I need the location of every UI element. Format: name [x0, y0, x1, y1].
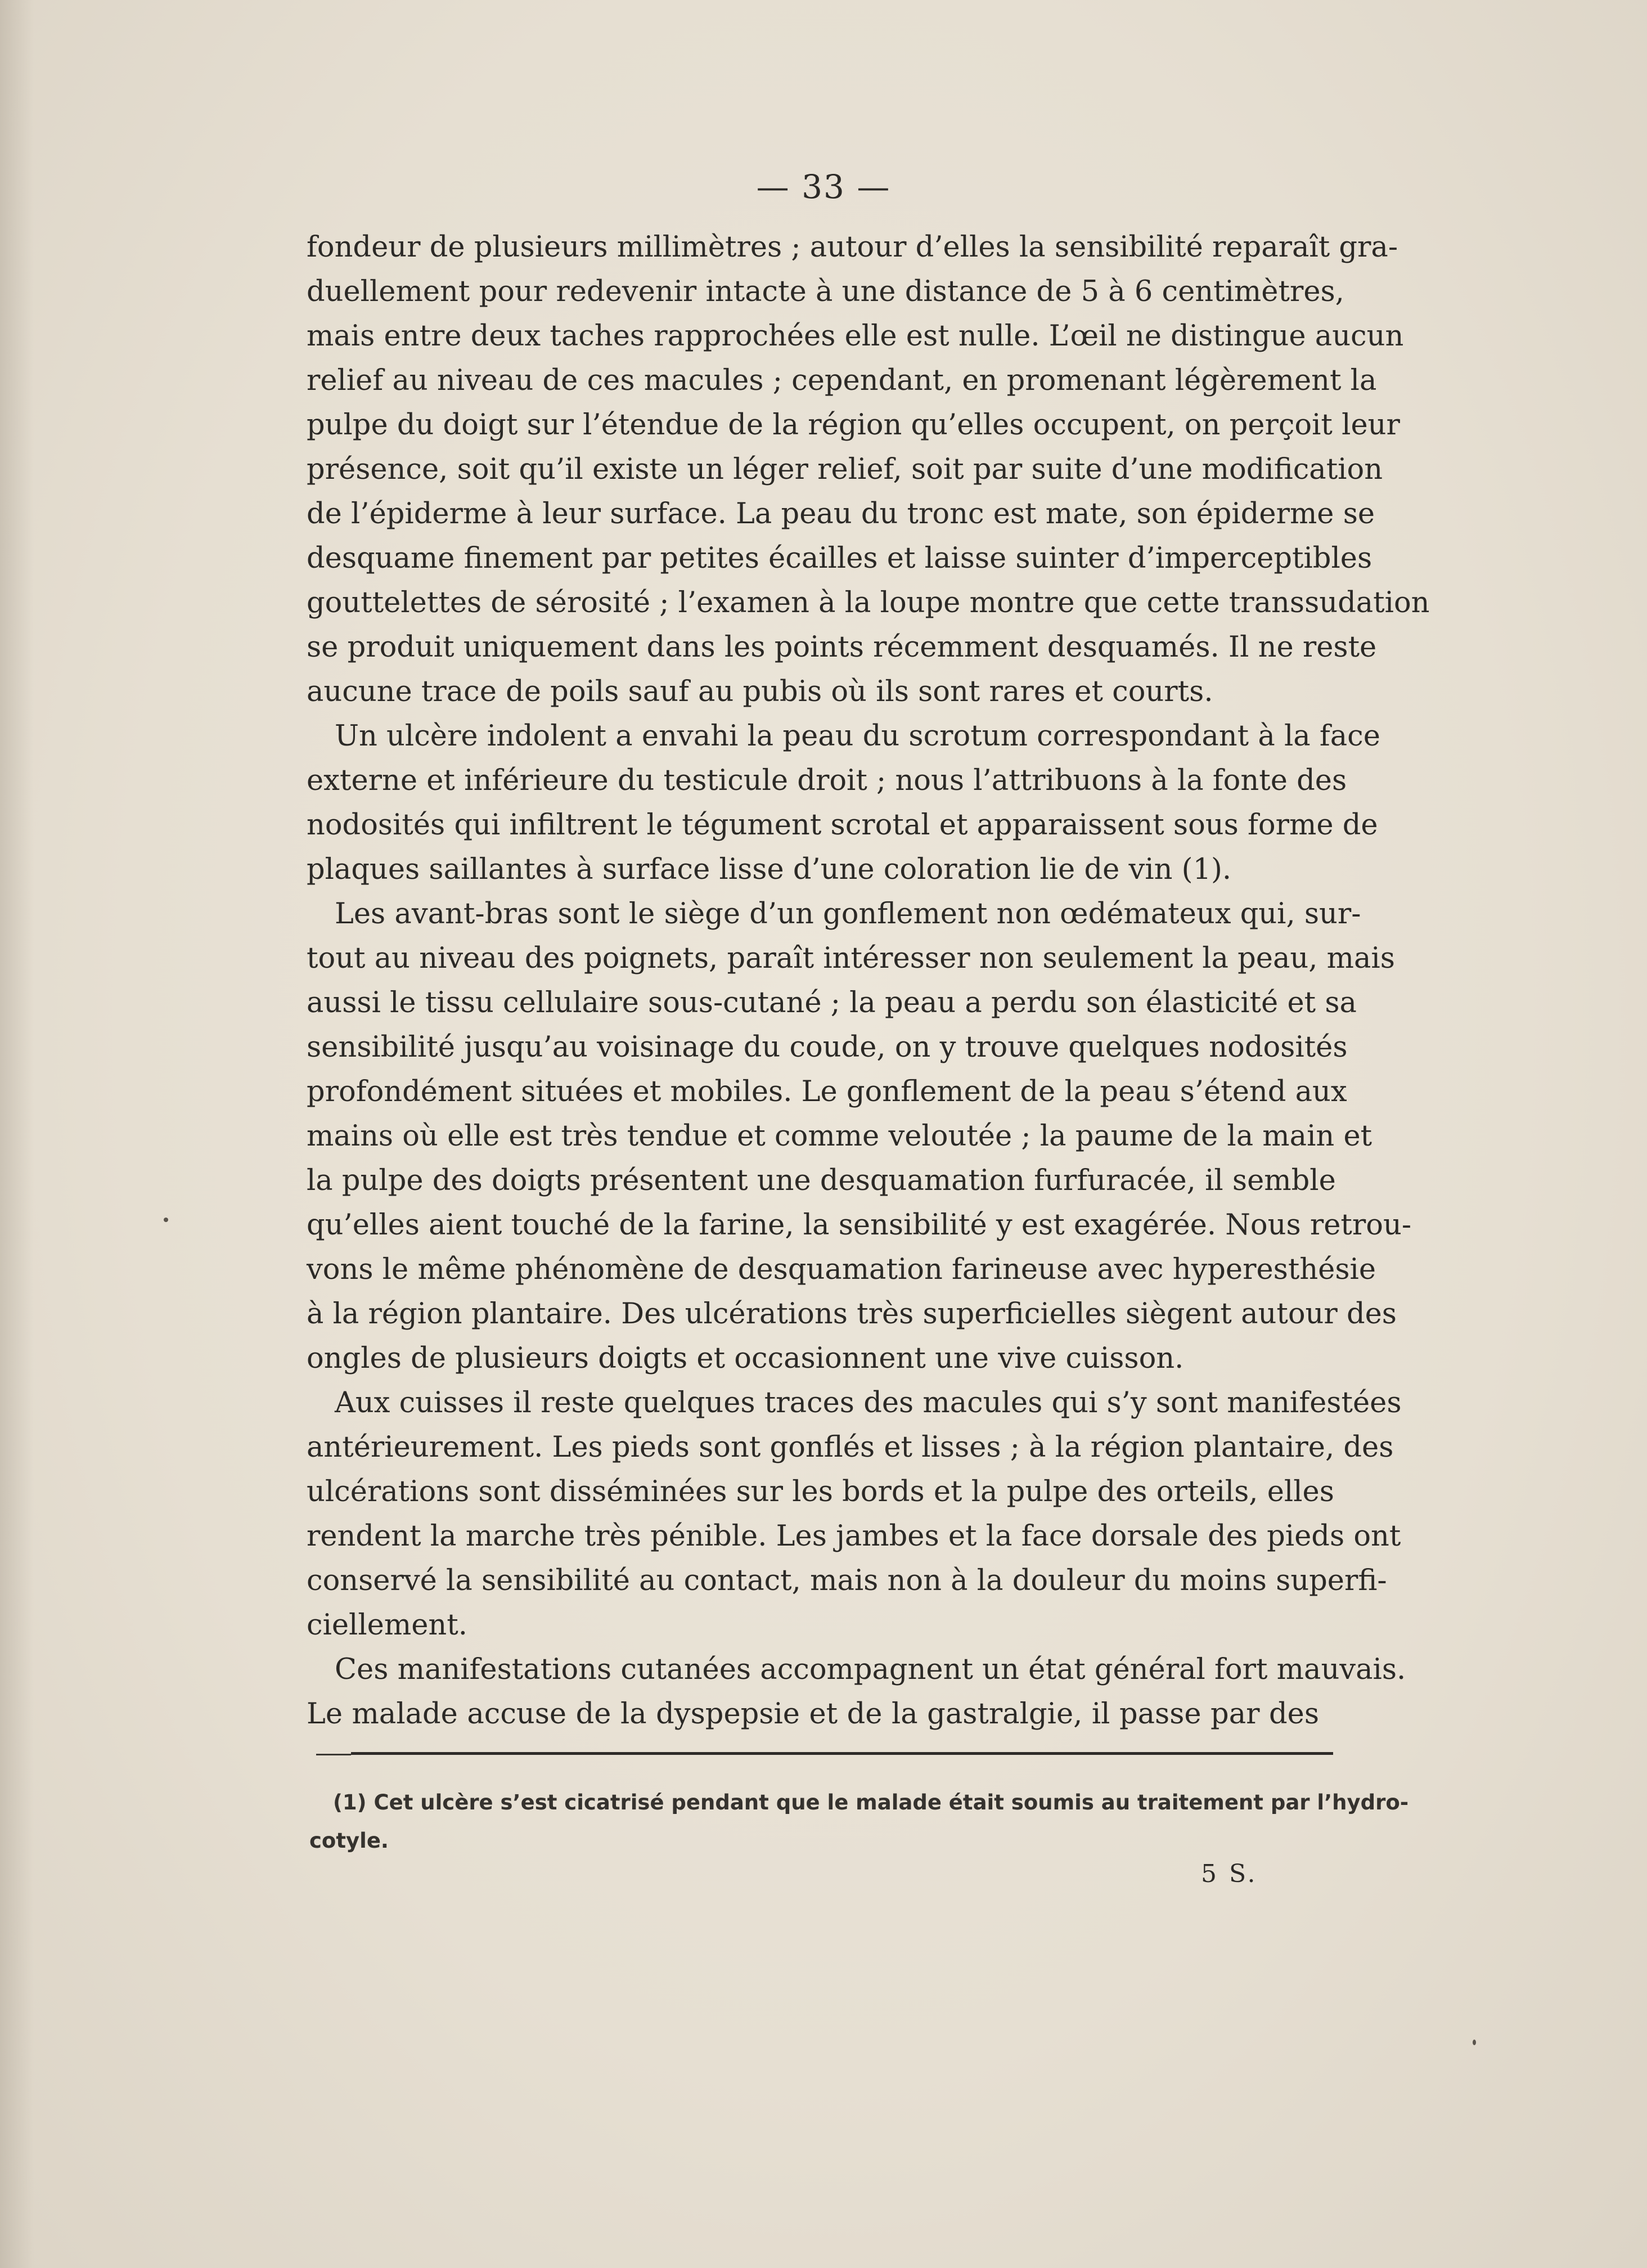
paper-speck — [164, 1218, 168, 1222]
text-line: relief au niveau de ces macules ; cependant, en promenant légèrement la — [307, 364, 1377, 397]
text-line: Le malade accuse de la dyspepsie et de la gastralgie, il passe par des — [307, 1697, 1319, 1731]
text-line: duellement pour redevenir intacte à une distance de 5 à 6 centimètres, — [307, 275, 1344, 308]
footnote — [309, 1784, 1409, 1860]
text-line: rendent la marche très pénible. Les jambes et la face dorsale des pieds ont — [307, 1520, 1401, 1553]
text-line: Un ulcère indolent a envahi la peau du scrotum correspondant à la face — [335, 720, 1380, 753]
text-line: ongles de plusieurs doigts et occasionnent une vive cuisson. — [307, 1342, 1184, 1375]
text-line: à la région plantaire. Des ulcérations très superficielles siègent autour des — [307, 1297, 1397, 1331]
footnote-line: cotyle. — [309, 1829, 389, 1853]
text-line: desquame finement par petites écailles et laisse suinter d’imperceptibles — [307, 542, 1372, 575]
signature-mark: 5 S. — [1201, 1860, 1258, 1888]
text-line: profondément situées et mobiles. Le gonflement de la peau s’étend aux — [307, 1075, 1347, 1108]
text-line: aussi le tissu cellulaire sous-cutané ; la peau a perdu son élasticité et sa — [307, 986, 1357, 1020]
text-line: qu’elles aient touché de la farine, la sensibilité y est exagérée. Nous retrou- — [307, 1209, 1412, 1242]
body-text — [307, 225, 1430, 1736]
footnote-line: (1) Cet ulcère s’est cicatrisé pendant que le malade était soumis au traitement par l’hydro- — [333, 1790, 1409, 1815]
text-line: Aux cuisses il reste quelques traces des macules qui s’y sont manifestées — [335, 1386, 1402, 1420]
footnote-rule-short — [316, 1754, 351, 1755]
text-line: Les avant-bras sont le siège d’un gonflement non œdémateux qui, sur- — [335, 897, 1361, 931]
footnote-rule — [351, 1752, 1333, 1755]
text-line: pulpe du doigt sur l’étendue de la région qu’elles occupent, on perçoit leur — [307, 408, 1400, 442]
text-line: plaques saillantes à surface lisse d’une coloration lie de vin (1). — [307, 853, 1232, 886]
page-spine-shadow — [0, 0, 34, 2268]
text-line: mais entre deux taches rapprochées elle est nulle. L’œil ne distingue aucun — [307, 320, 1404, 353]
text-line: conservé la sensibilité au contact, mais non à la douleur du moins superfi- — [307, 1564, 1387, 1597]
page-number: — 33 — — [756, 168, 891, 206]
text-line: vons le même phénomène de desquamation farineuse avec hyperesthésie — [307, 1253, 1376, 1286]
text-line: Ces manifestations cutanées accompagnent un état général fort mauvais. — [335, 1653, 1406, 1686]
text-line: aucune trace de poils sauf au pubis où ils sont rares et courts. — [307, 675, 1213, 708]
text-line: se produit uniquement dans les points récemment desquamés. Il ne reste — [307, 631, 1377, 664]
text-line: tout au niveau des poignets, paraît intéresser non seulement la peau, mais — [307, 942, 1395, 975]
text-line: mains où elle est très tendue et comme veloutée ; la paume de la main et — [307, 1120, 1372, 1153]
text-line: fondeur de plusieurs millimètres ; autour d’elles la sensibilité reparaît gra- — [307, 231, 1398, 264]
text-line: gouttelettes de sérosité ; l’examen à la loupe montre que cette transsudation — [307, 586, 1430, 619]
text-line: nodosités qui infiltrent le tégument scrotal et apparaissent sous forme de — [307, 809, 1378, 842]
text-line: externe et inférieure du testicule droit ; nous l’attribuons à la fonte des — [307, 764, 1347, 797]
text-line: ciellement. — [307, 1609, 467, 1642]
text-line: ulcérations sont disséminées sur les bords et la pulpe des orteils, elles — [307, 1475, 1334, 1508]
text-line: présence, soit qu’il existe un léger relief, soit par suite d’une modification — [307, 453, 1383, 486]
text-line: antérieurement. Les pieds sont gonflés et lisses ; à la région plantaire, des — [307, 1431, 1394, 1464]
text-line: la pulpe des doigts présentent une desquamation furfuracée, il semble — [307, 1164, 1336, 1197]
text-line: de l’épiderme à leur surface. La peau du tronc est mate, son épiderme se — [307, 497, 1375, 531]
text-line: sensibilité jusqu’au voisinage du coude, on y trouve quelques nodosités — [307, 1031, 1348, 1064]
paper-speck — [1473, 2040, 1476, 2045]
